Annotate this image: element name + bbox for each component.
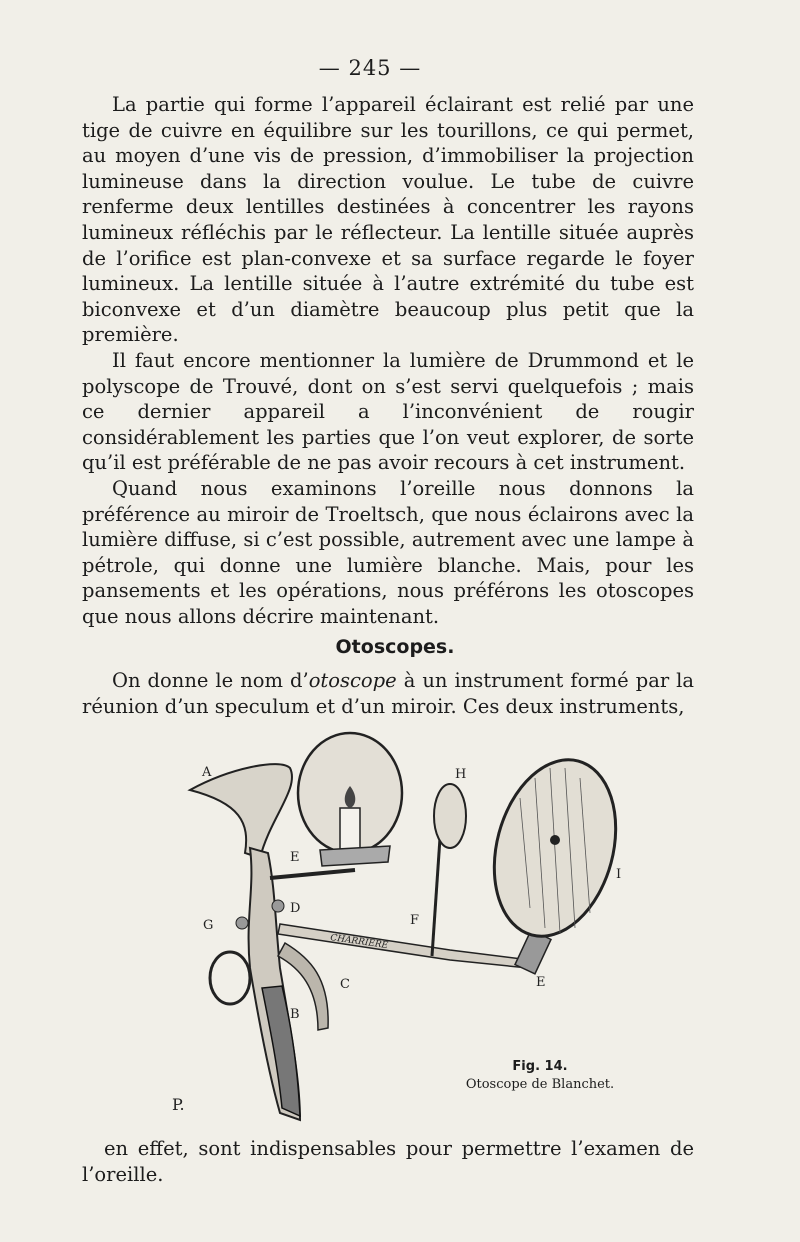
label-i: I (616, 867, 622, 882)
maker-stamp: CHARRIERE (329, 933, 389, 952)
small-mirror-h (434, 784, 466, 848)
figure-caption (440, 1058, 640, 1094)
paragraph-troeltsch-mirror: Quand nous examinons l’oreille nous donnons la préférence au miroir de Troeltsch, que nous éclairons avec la lumière diffuse, si c’est possible, autrement avec une lampe à pétrole, qui donne une lumière blanche. Mais, pour les pansements et les opérations, nous préférons les otoscopes que nous allons décrire maintenant. (82, 476, 694, 628)
screw-d (272, 900, 284, 912)
label-h: H (455, 767, 467, 782)
label-e-top: E (290, 850, 300, 865)
definition-term: otoscope (308, 669, 397, 692)
label-a: A (202, 765, 212, 780)
definition-text-start: On donne le nom d’ (112, 669, 309, 692)
lamp-holder (320, 846, 390, 866)
paragraph-end: en effet, sont indispensables pour permettre l’examen de l’oreille. (82, 1137, 694, 1186)
section-heading: Otoscopes. (335, 636, 455, 658)
lamp-rod (270, 870, 355, 878)
paragraph-otoscope-definition (82, 668, 694, 719)
body-text-bottom (82, 1136, 694, 1187)
definition-text-end: à un instrument formé par la réunion d’un speculum et d’un miroir. Ces deux instruments, (82, 669, 695, 718)
mirror-center-hole (550, 835, 560, 845)
body-text-top (82, 92, 694, 629)
label-e-right: E (536, 975, 546, 990)
paragraph-lighting-apparatus: La partie qui forme l’appareil éclairant est relié par une tige de cuivre en équilibre sur les tourillons, ce qui permet, au moyen d’une vis de pression, d’immobiliser la projection lumineuse dans la direction voulue. Le tube de cuivre renferme deux lentilles destinées à concentrer les rayons lumineux réfléchis par le réflecteur. La lentille située auprès de l’orifice est plan-convexe et sa surface regarde le foyer lumineux. La lentille située à l’autre extrémité du tube est biconvexe et d’un diamètre beaucoup plus petit que la première. (82, 93, 694, 347)
body-text-definition (82, 668, 694, 719)
paragraph-drummond-polyscope: Il faut encore mentionner la lumière de Drummond et le polyscope de Trouvé, dont on s’est servi quelquefois ; mais ce dernier appareil a l’inconvénient de rougir considérablement les parties que l’on veut explorer, de sorte qu’il est préférable de ne pas avoir recours à cet instrument. (82, 348, 694, 475)
figure-title: Otoscope de Blanchet. (465, 1077, 615, 1092)
label-d: D (290, 901, 301, 916)
label-f: F (410, 913, 420, 928)
figure-number: Fig. 14. (512, 1059, 568, 1074)
screw-g (236, 917, 248, 929)
label-g: G (203, 918, 214, 933)
label-b: B (290, 1007, 300, 1022)
ring-g (210, 952, 250, 1004)
mirror-stem (432, 838, 440, 956)
page-number: — 245 — (318, 56, 422, 80)
engraver-mark: P. (172, 1095, 185, 1114)
main-rod (278, 924, 530, 968)
label-c: C (340, 977, 350, 992)
